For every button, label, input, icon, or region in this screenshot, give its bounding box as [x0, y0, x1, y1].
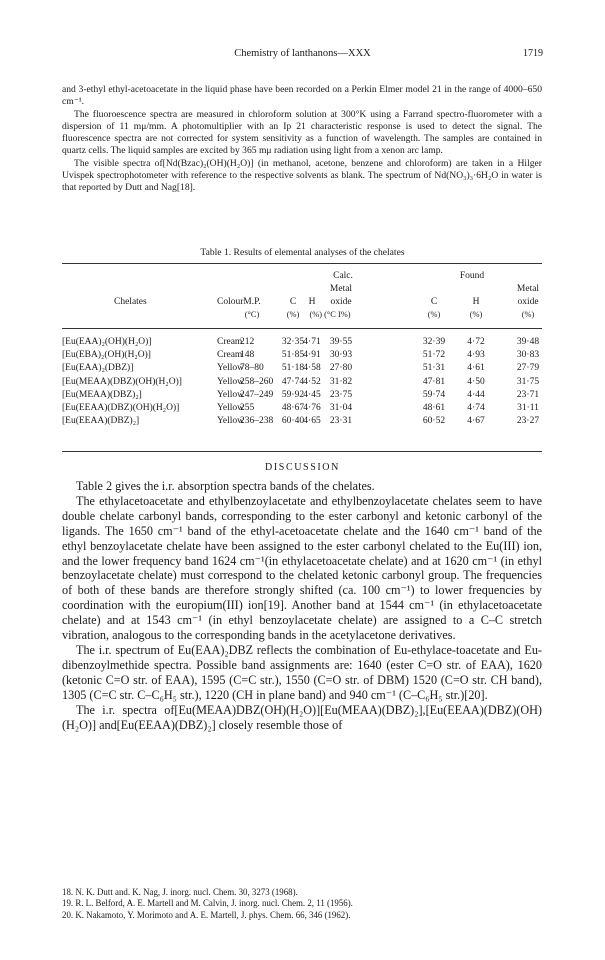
- table-row: [62, 377, 542, 390]
- metal-label-calc: Metal: [329, 284, 353, 294]
- cell-h-calc: 4·45: [303, 389, 321, 400]
- col-header-chelates: Chelates: [114, 297, 147, 307]
- col-header-oxide-found: oxide: [517, 297, 539, 307]
- cell-oxide-calc: 27·80: [329, 363, 353, 374]
- unit-h-found: (%): [469, 310, 483, 319]
- discussion-body: [62, 479, 542, 732]
- cell-c-calc: 48·67: [281, 403, 305, 413]
- cell-h-calc: 4·52: [303, 376, 321, 387]
- cell-c-found: 48·61: [422, 403, 446, 413]
- cell-colour: Yellow: [217, 363, 245, 374]
- cell-c-calc: 51·85: [281, 350, 305, 361]
- intro-text: [62, 84, 542, 195]
- cell-c-found: 60·52: [422, 416, 446, 427]
- table-row: [62, 350, 542, 363]
- cell-mp: 258–260: [240, 376, 274, 387]
- cell-mp: 236–238: [240, 416, 274, 427]
- unit-calc-h-oxide: (%) (°C I%): [309, 310, 351, 319]
- cell-c-found: 51·31: [422, 363, 446, 374]
- table-row: [62, 337, 542, 350]
- table-caption: Table 1. Results of elemental analyses of the chelates: [200, 247, 405, 258]
- table-header: [62, 271, 542, 331]
- cell-mp: 255: [240, 403, 255, 413]
- col-header-colour: Colour: [217, 297, 244, 307]
- cell-chelate: [Eu(EEAA)(DBZ)(OH)(H₂O)]: [62, 403, 180, 413]
- cell-h-found: 4·93: [467, 350, 485, 361]
- cell-chelate: [Eu(EBA)₂(OH)(H₂O)]: [62, 350, 151, 361]
- cell-oxide-calc: 23·31: [329, 416, 353, 427]
- cell-h-calc: 4·65: [303, 416, 321, 427]
- cell-chelate: [Eu(EAA)₂(OH)(H₂O)]: [62, 337, 152, 347]
- discussion-paragraph: The ethylacetoacetate and ethylbenzoylacetate and ethylbenzoylacetate chelates seem to have double chelate carbonyl bands, corresponding to the ester carbonyl and ketonic carbonyl of the ligands. The 1650 cm⁻¹ band of the ethyl-acetoacetate chelate and the 1640 cm⁻¹ band of the ethyl benzoylacetate chelate have been assigned to the ester carbonyl chelated to the Eu(III) ion, and the lower frequency band 1624 cm⁻¹(in ethylacetoacetate chelate) and at 1620 cm⁻¹ (in ethyl benzoylacetate chelate) must correspond to the chelated ketonic carbonyl group. The frequencies of both of these bands are therefore strongly shifted (ca. 100 cm⁻¹) to lower frequencies by coordination with the europium(III) ion[19]. Another band at 1544 cm⁻¹ (in ethylacetoacetate chelate) and at 1543 cm⁻¹ (in ethyl benzoylacetate chelate) are assigned to a C–C stretch vibration, analogous to the corresponding bands in the acetylacetone derivatives.: [62, 493, 542, 643]
- cell-h-found: 4·61: [467, 363, 485, 374]
- col-header-c-calc: C: [289, 297, 297, 307]
- cell-oxide-found: 30·83: [516, 350, 540, 361]
- cell-h-found: 4·50: [467, 376, 485, 387]
- col-header-mp: M.P.: [243, 297, 261, 307]
- cell-oxide-calc: 39·55: [329, 337, 353, 347]
- table-row: [62, 390, 542, 403]
- cell-h-calc: 4·71: [303, 337, 321, 347]
- table-row: [62, 363, 542, 376]
- cell-oxide-calc: 30·93: [329, 350, 353, 361]
- table-header-rule: [62, 328, 542, 329]
- cell-oxide-calc: 31·82: [329, 376, 353, 387]
- discussion-paragraph: The i.r. spectra of[Eu(MEAA)DBZ(OH)(H₂O)][Eu(MEAA)(DBZ)₂],[Eu(EEAA)(DBZ)(OH)(H₂O)] and[Eu(EEAA)(DBZ)₂] closely resemble those of: [62, 702, 542, 732]
- cell-mp: 78–80: [240, 363, 264, 374]
- intro-paragraph: The visible spectra of[Nd(Bzac)₂(OH)(H₂O)] (in methanol, acetone, benzene and chloroform) are taken in a Hilger Uvispek spectrophotometer with reference to the respective solvents as blank. The spectrum of Nd(NO₃)₃·6H₂O in water is that reported by Dutt and Nag[18].: [62, 157, 542, 194]
- discussion-paragraph: Table 2 gives the i.r. absorption spectra bands of the chelates.: [76, 479, 375, 493]
- calc-group-header: Calc.: [333, 271, 353, 281]
- cell-colour: Yellow: [217, 416, 245, 427]
- cell-oxide-found: 27·79: [516, 363, 540, 374]
- cell-colour: Yellow: [217, 403, 245, 413]
- table-body: [62, 337, 542, 433]
- cell-h-calc: 4·58: [303, 363, 321, 374]
- cell-c-found: 51·72: [422, 350, 446, 361]
- reference-item: 20. K. Nakamoto, Y. Morimoto and A. E. Martell, J. phys. Chem. 66, 346 (1962).: [62, 909, 351, 920]
- cell-c-calc: 51·18: [281, 363, 305, 374]
- running-title: Chemistry of lanthanons—XXX: [234, 48, 371, 59]
- unit-c-calc: (%): [286, 310, 300, 319]
- cell-c-calc: 60·40: [281, 416, 305, 427]
- cell-h-found: 4·67: [467, 416, 485, 427]
- table-row: [62, 403, 542, 416]
- references: [62, 887, 542, 921]
- intro-paragraph: The fluoroescence spectra are measured in chloroform solution at 300°K using a Farrand spectro-fluorometer with a dispersion of 11 mμ/mm. A photomultiplier with an Ip 21 characteristic response is used to detect the signal. The fluorescence spectra are not corrected for system sensitivity as a function of wavelength. The samples are contained in quartz cells. The liquid samples are excited by 365 mμ radiation using light from a xenon arc lamp.: [62, 108, 542, 157]
- table-bottom-rule: [62, 451, 542, 452]
- page-number: 1719: [523, 48, 543, 59]
- cell-colour: Cream: [217, 350, 243, 361]
- section-heading: DISCUSSION: [265, 462, 340, 473]
- intro-paragraph: and 3-ethyl ethyl-acetoacetate in the liquid phase have been recorded on a Perkin Elmer model 21 in the range of 4000–650 cm⁻¹.: [62, 84, 542, 108]
- col-header-c-found: C: [430, 297, 438, 307]
- cell-mp: 247–249: [240, 389, 274, 400]
- cell-chelate: [Eu(EAA)₂(DBZ)]: [62, 363, 134, 374]
- cell-oxide-calc: 23·75: [329, 389, 353, 400]
- cell-oxide-found: 31·75: [516, 376, 540, 387]
- unit-c-found: (%): [427, 310, 441, 319]
- cell-h-found: 4·44: [467, 389, 485, 400]
- reference-item: 19. R. L. Belford, A. E. Martell and M. Calvin, J. inorg. nucl. Chem. 2, 11 (1956).: [62, 898, 353, 909]
- cell-c-found: 32·39: [422, 337, 446, 347]
- col-header-h-found: H: [472, 297, 480, 307]
- discussion-paragraph: The i.r. spectrum of Eu(EAA)₂DBZ reflects the combination of Eu-ethylace-toacetate and Eu-dibenzoylmethide spectra. Possible band assignments are: 1640 (ester C=O str. of EAA), 1620 (ketonic C=O str. of EAA), 1595 (C=C str.), 1550 (C=O str. of DBM) 1520 (C=O str. CH band), 1305 (C=C str. C–C₆H₅ str.), 1220 (CH in plane band) and 940 cm⁻¹ (C–C₆H₅ str.)[20].: [62, 642, 542, 702]
- cell-c-calc: 32·35: [281, 337, 305, 347]
- table-row: [62, 416, 542, 429]
- cell-mp: 212: [240, 337, 255, 347]
- cell-chelate: [Eu(MEAA)(DBZ)(OH)(H₂O)]: [62, 376, 182, 387]
- col-header-h-calc: H: [308, 297, 316, 307]
- cell-oxide-calc: 31·04: [329, 403, 353, 413]
- cell-oxide-found: 39·48: [516, 337, 540, 347]
- cell-oxide-found: 23·27: [516, 416, 540, 427]
- cell-chelate: [Eu(EEAA)(DBZ)₂]: [62, 416, 140, 427]
- cell-c-calc: 47·74: [281, 376, 305, 387]
- reference-item: 18. N. K. Dutt and. K. Nag, J. inorg. nucl. Chem. 30, 3273 (1968).: [62, 887, 298, 897]
- cell-mp: 148: [240, 350, 255, 361]
- page-header: [62, 48, 543, 62]
- cell-c-found: 59·74: [422, 389, 446, 400]
- cell-h-found: 4·72: [467, 337, 485, 347]
- cell-oxide-found: 23·71: [516, 389, 540, 400]
- cell-colour: Yellow: [217, 389, 245, 400]
- cell-c-calc: 59·92: [281, 389, 305, 400]
- unit-mp: (°C): [244, 310, 260, 319]
- cell-colour: Yellow: [217, 376, 245, 387]
- table-top-rule: [62, 263, 542, 264]
- cell-chelate: [Eu(MEAA)(DBZ)₂]: [62, 389, 142, 400]
- cell-colour: Cream: [217, 337, 243, 347]
- cell-h-calc: 4·91: [303, 350, 321, 361]
- cell-h-found: 4·74: [467, 403, 485, 413]
- col-header-oxide-calc: oxide: [330, 297, 352, 307]
- cell-h-calc: 4·76: [303, 403, 321, 413]
- found-group-header: Found: [459, 271, 485, 281]
- unit-oxide-found: (%): [521, 310, 535, 319]
- cell-oxide-found: 31·11: [517, 403, 539, 413]
- metal-label-found: Metal: [516, 284, 540, 294]
- cell-c-found: 47·81: [422, 376, 446, 387]
